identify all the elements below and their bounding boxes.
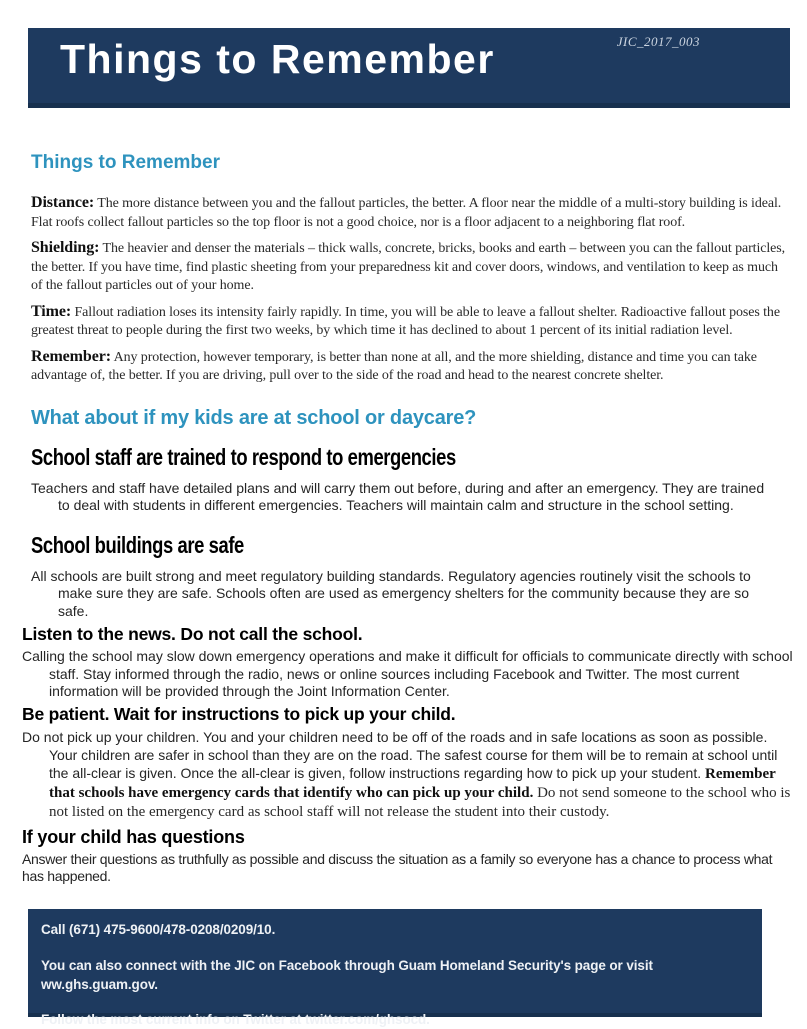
heading-school-buildings-wrap [31,532,807,559]
paragraph-lead-distance: Distance: [31,194,95,211]
heading-school-staff-wrap [31,444,807,471]
heading-child-questions: If your child has questions [22,826,245,847]
paragraph-text-shielding: The heavier and denser the materials – thick walls, concrete, bricks, books and earth – between you can the fallout particles, the better. If you have time, find plastic sheeting from your preparedness kit and cover doors, windows, and ventilation to keep as much of the fallout particles out of your home. [31,241,786,293]
contact-info-box [28,909,762,1027]
paragraph-child-questions: Answer their questions as truthfully as possible and discuss the situation as a family so everyone has a chance to process what has happened. [22,850,773,884]
paragraph-text-time: Fallout radiation loses its intensity fairly rapidly. In time, you will be able to leave a fallout shelter. Radioactive fallout poses the greatest threat to people during the first two weeks, by which time it has declined to about 1 percent of its initial radiation level. [31,304,780,338]
paragraph-lead-time: Time: [31,302,72,320]
paragraph-school-staff: Teachers and staff have detailed plans and will carry them out before, during and after an emergency. They are trained to deal with students in different emergencies. Teachers will maintain calm and structure in the school setting. [31,479,765,513]
paragraph-school-buildings: All schools are built strong and meet regulatory building standards. Regulatory agencies routinely visit the schools to make sure they are safe. Schools often are used as emergency shelters for the community because they are so safe. [31,567,751,619]
paragraph-lead-shielding: Shielding: [31,239,100,256]
heading-school-staff: School staff are trained to respond to emergencies [31,443,456,470]
heading-be-patient: Be patient. Wait for instructions to pick up your child. [22,703,456,724]
contact-facebook-line: You can also connect with the JIC on Facebook through Guam Homeland Security's page or visit ww.ghs.guam.gov. [41,957,653,992]
contact-twitter-line: Follow the most current info on Twitter at twitter.com/ghsocd. [41,1011,430,1027]
document-id: JIC_2017_003 [616,34,700,49]
paragraph-remember [31,348,785,386]
heading-school-buildings: School buildings are safe [31,531,244,558]
paragraph-lead-remember: Remember: [31,347,111,365]
header-banner [28,28,790,108]
paragraph-shielding [31,239,785,296]
section-heading-kids-at-school: What about if my kids are at school or daycare? [31,406,477,429]
contact-phone-line: Call (671) 475-9600/478-0208/0209/10. [41,921,276,937]
be-patient-text-bold-serif: Remember that schools have emergency cards that identify who can pick up your child. [49,765,776,801]
document-content [0,108,807,1027]
be-patient-text-sans: Do not pick up your children. You and your children need to be off of the roads and in safe locations as soon as possible. Your children are safer in school than they are on the road. The safest course for them will be to remain at school until the all-clear is given. Once the all-clear is given, follow instructions regarding how to pick up your student. [22,728,778,781]
paragraph-text-distance: The more distance between you and the fallout particles, the better. A floor near the middle of a multi-story building is ideal. Flat roofs collect fallout particles so the top floor is not a good choice, nor is a floor adjacent to a neighboring flat roof. [31,196,782,230]
preparedness-paragraphs [31,194,785,386]
paragraph-be-patient [22,728,793,821]
paragraph-text-remember: Any protection, however temporary, is better than none at all, and the more shielding, distance and time you can take advantage of, the better. If you are driving, pull over to the side of the road and head to the nearest concrete shelter. [31,349,757,383]
heading-listen-to-news: Listen to the news. Do not call the school. [22,624,363,644]
paragraph-listen-to-news: Calling the school may slow down emergency operations and make it difficult for officials to communicate directly with school staff. Stay informed through the radio, news or online sources including Facebook and Twitter. The most current information will be provided through the Joint Information Center. [22,648,793,699]
paragraph-distance [31,194,785,232]
page-title: Things to Remember [60,36,495,82]
section-heading-things-to-remember: Things to Remember [31,152,220,173]
be-patient-text-serif-tail: Do not send someone to the school who is not listed on the emergency card as school staff will not release the student into their custody. [49,784,791,820]
paragraph-time [31,303,785,341]
